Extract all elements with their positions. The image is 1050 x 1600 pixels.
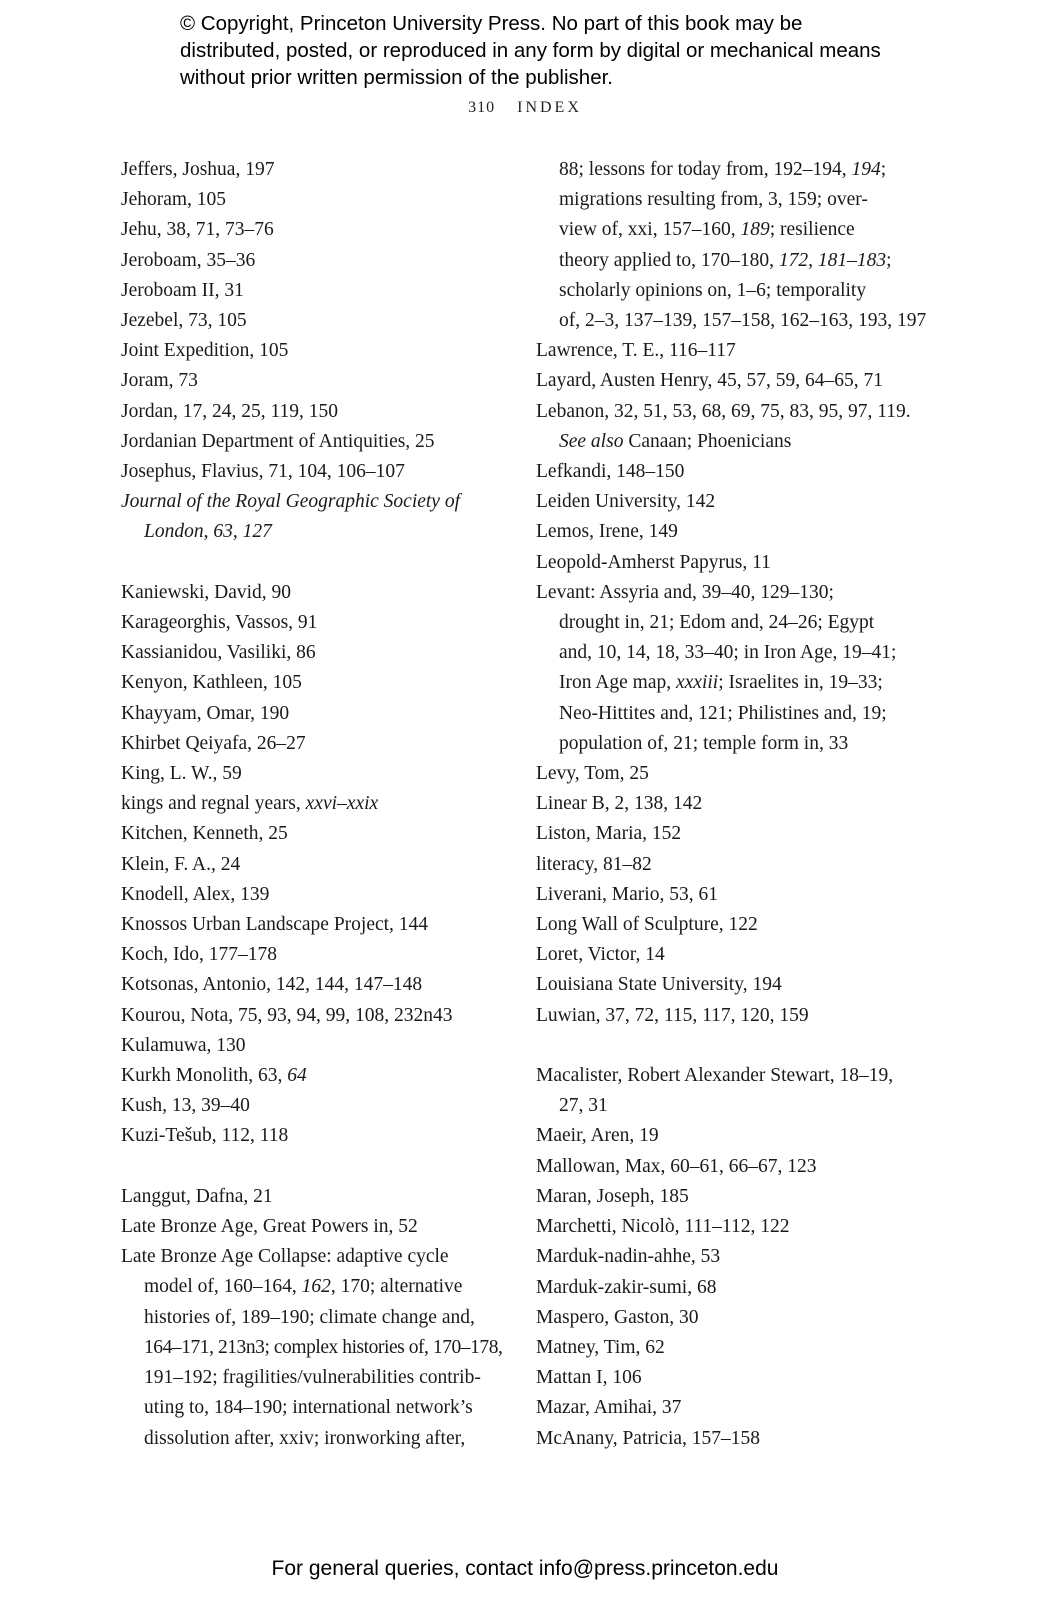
index-entry <box>121 789 501 819</box>
index-entry: Late Bronze Age, Great Powers in, 52 <box>121 1216 418 1238</box>
index-entry: Lawrence, T. E., 116–117 <box>536 340 736 362</box>
index-entry: Liston, Maria, 152 <box>536 823 682 845</box>
index-entry: Kuzi-Tešub, 112, 118 <box>121 1125 289 1147</box>
entry-italic: 162 <box>301 1276 331 1298</box>
entry-text: ; resilience <box>769 219 855 241</box>
index-entry: Macalister, Robert Alexander Stewart, 18–19, <box>536 1065 894 1087</box>
index-entry: Jezebel, 73, 105 <box>121 310 247 332</box>
entry-text: ; <box>880 159 887 180</box>
index-entry: Khayyam, Omar, 190 <box>121 702 290 724</box>
section-title: INDEX <box>517 99 582 116</box>
index-entry: Langgut, Dafna, 21 <box>121 1185 273 1207</box>
index-entry-continuation: Neo-Hittites and, 121; Philistines and, 19; <box>559 702 887 724</box>
index-entry: Maran, Joseph, 185 <box>536 1185 689 1207</box>
index-entry-continuation <box>536 215 936 245</box>
index-entry: Levant: Assyria and, 39–40, 129–130; <box>536 581 834 603</box>
entry-text: 88; lessons for today from, 192–194, <box>559 159 852 180</box>
entry-text: theory applied to, 170–180, <box>559 249 779 271</box>
index-entry-continuation: of, 2–3, 137–139, 157–158, 162–163, 193, 197 <box>559 310 927 332</box>
index-entry: Loret, Victor, 14 <box>536 944 665 966</box>
see-also: See also <box>559 430 624 452</box>
index-entry: Joint Expedition, 105 <box>121 340 289 362</box>
entry-text: ; Israelites in, 19–33; <box>718 672 883 694</box>
index-entry: Jordan, 17, 24, 25, 119, 150 <box>121 400 339 422</box>
letter-group-gap <box>536 1031 936 1061</box>
index-entry: Mallowan, Max, 60–61, 66–67, 123 <box>536 1155 817 1177</box>
letter-group-gap <box>121 548 501 578</box>
page-number: 310 <box>468 99 496 116</box>
index-entry: Lebanon, 32, 51, 53, 68, 69, 75, 83, 95, 97, 119. <box>536 400 911 422</box>
index-entry: Karageorghis, Vassos, 91 <box>121 612 318 634</box>
index-column-left <box>121 155 501 1454</box>
index-entry: Leiden University, 142 <box>536 491 716 513</box>
index-entry: Marchetti, Nicolò, 111–112, 122 <box>536 1216 790 1238</box>
index-entry-continuation <box>121 1272 501 1302</box>
index-entry-continuation: uting to, 184–190; international network’s <box>144 1397 473 1419</box>
index-entry-continuation: population of, 21; temple form in, 33 <box>559 732 849 754</box>
entry-text: Iron Age map, <box>559 672 676 694</box>
index-entry: Kulamuwa, 130 <box>121 1034 246 1056</box>
index-entry-continuation: 164–171, 213n3; complex histories of, 170–178, <box>144 1336 503 1358</box>
index-entry: Joram, 73 <box>121 370 198 392</box>
index-entry-continuation: dissolution after, xxiv; ironworking after, <box>144 1427 466 1449</box>
entry-italic: 194 <box>851 159 881 180</box>
index-entry: Kush, 13, 39–40 <box>121 1095 250 1117</box>
index-entry-continuation: scholarly opinions on, 1–6; temporality <box>559 279 867 301</box>
index-entry: Maeir, Aren, 19 <box>536 1125 659 1147</box>
index-entry: Kenyon, Kathleen, 105 <box>121 672 302 694</box>
index-entry: Long Wall of Sculpture, 122 <box>536 914 758 936</box>
index-entry-continuation <box>536 427 936 457</box>
index-entry-continuation <box>536 668 936 698</box>
index-entry-continuation: 27, 31 <box>559 1095 608 1117</box>
index-entry: Jeroboam II, 31 <box>121 279 244 301</box>
index-entry: Lefkandi, 148–150 <box>536 461 685 483</box>
index-entry: Luwian, 37, 72, 115, 117, 120, 159 <box>536 1004 809 1026</box>
index-entry: Leopold-Amherst Papyrus, 11 <box>536 551 771 573</box>
letter-group-gap <box>121 1152 501 1182</box>
entry-italic: 189 <box>740 219 770 241</box>
index-entry: Kourou, Nota, 75, 93, 94, 99, 108, 232n43 <box>121 1004 453 1026</box>
index-entry-continuation <box>536 246 936 276</box>
index-column-right <box>536 155 936 1454</box>
entry-italic: 64 <box>287 1065 307 1087</box>
index-entry-continuation: histories of, 189–190; climate change and, <box>144 1306 475 1328</box>
index-entry: Koch, Ido, 177–178 <box>121 944 277 966</box>
index-entry <box>121 487 501 517</box>
footer-contact: For general queries, contact info@press.princeton.edu <box>271 1557 779 1580</box>
index-entry: Jeroboam, 35–36 <box>121 249 256 271</box>
index-entry: Louisiana State University, 194 <box>536 974 782 996</box>
index-entry-continuation <box>536 155 936 185</box>
index-entry: Maspero, Gaston, 30 <box>536 1306 699 1328</box>
index-entry-continuation: migrations resulting from, 3, 159; over- <box>559 189 868 211</box>
index-entry: Kitchen, Kenneth, 25 <box>121 823 288 845</box>
running-head <box>0 99 1050 117</box>
index-entry: Josephus, Flavius, 71, 104, 106–107 <box>121 461 405 483</box>
index-entry: literacy, 81–82 <box>536 853 652 875</box>
index-entry-continuation: drought in, 21; Edom and, 24–26; Egypt <box>559 612 875 634</box>
index-entry: Mazar, Amihai, 37 <box>536 1397 682 1419</box>
index-entry: Levy, Tom, 25 <box>536 763 649 785</box>
index-entry: Mattan I, 106 <box>536 1367 642 1389</box>
index-entry: Liverani, Mario, 53, 61 <box>536 883 718 905</box>
index-entry-continuation: and, 10, 14, 18, 33–40; in Iron Age, 19–41; <box>559 642 897 664</box>
journal-title: Journal of the Royal Geographic Society of <box>121 491 461 513</box>
index-entry: Jehu, 38, 71, 73–76 <box>121 219 274 241</box>
index-entry: Jeffers, Joshua, 197 <box>121 159 275 180</box>
entry-text: Canaan; Phoenicians <box>623 430 792 452</box>
index-entry: Knossos Urban Landscape Project, 144 <box>121 914 429 936</box>
entry-italic: xxxiii <box>675 672 719 694</box>
index-entry-continuation <box>121 517 501 547</box>
entry-text: model of, 160–164, <box>144 1276 302 1298</box>
entry-text: ; <box>886 249 892 271</box>
index-entry: Jehoram, 105 <box>121 189 227 211</box>
index-entry: Klein, F. A., 24 <box>121 853 241 875</box>
index-entry: Kotsonas, Antonio, 142, 144, 147–148 <box>121 974 423 996</box>
entry-italic: xxvi–xxix <box>305 793 379 815</box>
index-entry: Kaniewski, David, 90 <box>121 581 292 603</box>
index-entry: Marduk-nadin-ahhe, 53 <box>536 1246 721 1268</box>
index-entry: Lemos, Irene, 149 <box>536 521 678 543</box>
index-entry: King, L. W., 59 <box>121 763 242 785</box>
index-entry: Marduk-zakir-sumi, 68 <box>536 1276 717 1298</box>
index-entry: Kassianidou, Vasiliki, 86 <box>121 642 316 664</box>
index-entry: Knodell, Alex, 139 <box>121 883 270 905</box>
copyright-notice: © Copyright, Princeton University Press. No part of this book may be distributed, posted, or reproduced in any form by digital or mechanical means without prior written permission of the publisher. <box>180 12 881 89</box>
index-entry: Matney, Tim, 62 <box>536 1336 665 1358</box>
index-entry: Layard, Austen Henry, 45, 57, 59, 64–65, 71 <box>536 370 883 392</box>
index-entry <box>121 1061 501 1091</box>
index-entry: Jordanian Department of Antiquities, 25 <box>121 430 435 452</box>
index-entry: Late Bronze Age Collapse: adaptive cycle <box>121 1246 449 1268</box>
index-entry-continuation: 191–192; fragilities/vulnerabilities contrib- <box>144 1367 481 1389</box>
entry-text: , 170; alternative <box>330 1276 463 1298</box>
journal-title-cont: London, 63, 127 <box>144 521 272 543</box>
entry-text: Kurkh Monolith, 63, <box>121 1065 288 1087</box>
index-entry: McAnany, Patricia, 157–158 <box>536 1427 761 1449</box>
entry-text: view of, xxi, 157–160, <box>559 219 741 241</box>
entry-text: kings and regnal years, <box>121 793 306 815</box>
index-entry: Khirbet Qeiyafa, 26–27 <box>121 732 306 754</box>
index-entry: Linear B, 2, 138, 142 <box>536 793 703 815</box>
entry-italic: 172, 181–183 <box>778 249 887 271</box>
